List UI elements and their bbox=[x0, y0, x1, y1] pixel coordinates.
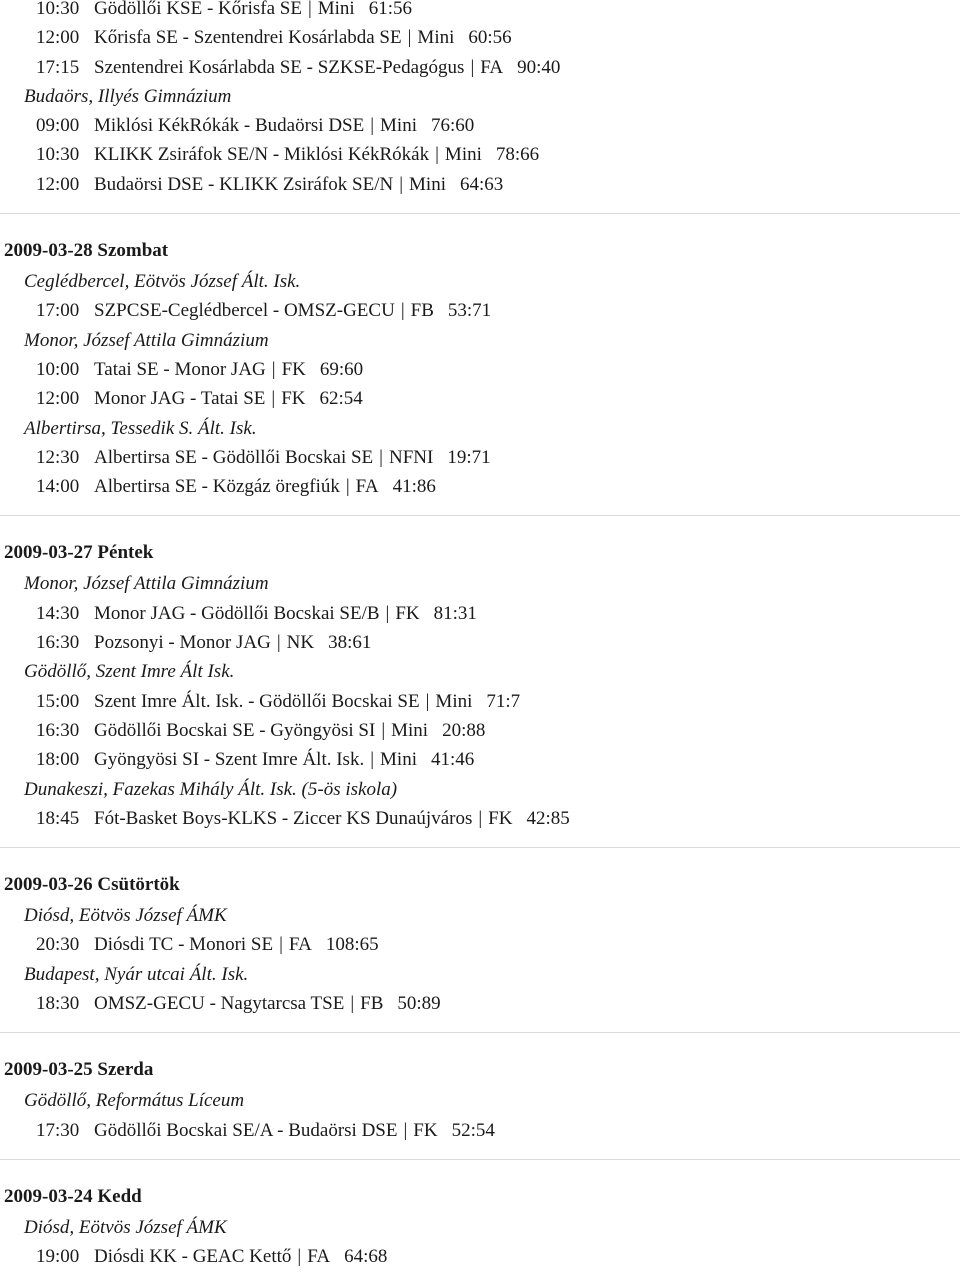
game-category: Mini bbox=[391, 719, 429, 741]
game-match: Diósdi KK - GEAC Kettő bbox=[94, 1246, 292, 1268]
game-time: 12:00 bbox=[36, 388, 80, 410]
game-category: Mini bbox=[435, 690, 473, 712]
game-row bbox=[0, 355, 960, 384]
divider bbox=[0, 1159, 960, 1160]
game-score: 38:61 bbox=[328, 632, 372, 654]
game-score: 52:54 bbox=[451, 1119, 495, 1141]
game-match: Fót-Basket Boys-KLKS - Ziccer KS Dunaújváros bbox=[94, 807, 473, 829]
game-score: 90:40 bbox=[517, 56, 561, 78]
venue-name: Gödöllő, Szent Imre Ált Isk. bbox=[24, 661, 235, 683]
game-match: Albertirsa SE - Gödöllői Bocskai SE bbox=[94, 446, 374, 468]
game-category: FA bbox=[355, 476, 379, 498]
divider bbox=[0, 213, 960, 214]
venue-name: Dunakeszi, Fazekas Mihály Ált. Isk. (5-ös iskola) bbox=[24, 778, 398, 800]
game-time: 14:30 bbox=[36, 602, 80, 624]
game-match: Monor JAG - Gödöllői Bocskai SE/B bbox=[94, 602, 380, 624]
separator: | bbox=[403, 1119, 408, 1141]
game-row bbox=[0, 716, 960, 745]
game-match: Diósdi TC - Monori SE bbox=[94, 934, 274, 956]
game-category: FK bbox=[281, 388, 306, 410]
game-row bbox=[0, 170, 960, 199]
game-score: 53:71 bbox=[447, 300, 492, 322]
game-time: 12:00 bbox=[36, 27, 80, 49]
game-category: Mini bbox=[380, 115, 417, 137]
separator: | bbox=[276, 632, 281, 654]
game-score: 64:63 bbox=[459, 173, 504, 195]
game-time: 10:00 bbox=[36, 358, 80, 380]
date-header: 2009-03-28 Szombat bbox=[4, 240, 169, 262]
game-score: 71:7 bbox=[486, 690, 521, 712]
day-section bbox=[0, 213, 960, 501]
game-row bbox=[0, 989, 960, 1018]
separator: | bbox=[370, 115, 375, 137]
game-row bbox=[0, 687, 960, 716]
game-category: Mini bbox=[317, 0, 355, 19]
day-section bbox=[0, 1159, 960, 1272]
game-time: 12:00 bbox=[36, 173, 80, 195]
game-row bbox=[0, 599, 960, 628]
divider bbox=[0, 847, 960, 848]
game-row bbox=[0, 745, 960, 774]
game-score: 108:65 bbox=[325, 934, 379, 956]
game-category: Mini bbox=[380, 749, 417, 771]
divider bbox=[0, 1032, 960, 1033]
game-row bbox=[0, 111, 960, 140]
separator: | bbox=[407, 27, 412, 49]
game-match: Budaörsi DSE - KLIKK Zsiráfok SE/N bbox=[94, 173, 394, 195]
separator: | bbox=[385, 602, 390, 624]
game-time: 17:15 bbox=[36, 56, 80, 78]
game-category: FK bbox=[395, 602, 420, 624]
game-category: FK bbox=[281, 358, 306, 380]
game-time: 17:00 bbox=[36, 300, 80, 322]
game-time: 16:30 bbox=[36, 719, 80, 741]
game-score: 60:56 bbox=[468, 27, 512, 49]
game-time: 10:30 bbox=[36, 0, 80, 19]
venue-name: Budaörs, Illyés Gimnázium bbox=[24, 85, 232, 107]
separator: | bbox=[345, 476, 350, 498]
separator: | bbox=[297, 1246, 302, 1268]
game-row bbox=[0, 296, 960, 325]
game-score: 76:60 bbox=[430, 115, 475, 137]
game-time: 20:30 bbox=[36, 934, 80, 956]
game-time: 12:30 bbox=[36, 446, 80, 468]
separator: | bbox=[470, 56, 475, 78]
game-time: 16:30 bbox=[36, 632, 80, 654]
venue-name: Budapest, Nyár utcai Ált. Isk. bbox=[24, 963, 249, 985]
separator: | bbox=[379, 446, 383, 468]
game-time: 18:00 bbox=[36, 749, 80, 771]
game-match: Albertirsa SE - Közgáz öregfiúk bbox=[94, 476, 340, 498]
game-match: Kőrisfa SE - Szentendrei Kosárlabda SE bbox=[94, 27, 402, 49]
game-score: 19:71 bbox=[447, 446, 491, 468]
venue-name: Diósd, Eötvös József ÁMK bbox=[24, 905, 227, 927]
game-category: Mini bbox=[417, 27, 455, 49]
game-score: 50:89 bbox=[397, 993, 441, 1015]
game-match: Gödöllői Bocskai SE - Gyöngyösi SI bbox=[94, 719, 376, 741]
game-match: OMSZ-GECU - Nagytarcsa TSE bbox=[94, 993, 345, 1015]
separator: | bbox=[435, 144, 439, 166]
separator: | bbox=[478, 807, 483, 829]
game-category: FB bbox=[360, 993, 384, 1015]
game-score: 41:86 bbox=[392, 476, 436, 498]
game-row bbox=[0, 53, 960, 82]
separator: | bbox=[370, 749, 375, 771]
separator: | bbox=[400, 300, 405, 322]
game-category: NK bbox=[286, 632, 315, 654]
game-time: 10:30 bbox=[36, 144, 80, 166]
game-row bbox=[0, 1242, 960, 1271]
separator: | bbox=[279, 934, 283, 956]
game-match: Szentendrei Kosárlabda SE - SZKSE-Pedagógus bbox=[94, 56, 465, 78]
game-match: Tatai SE - Monor JAG bbox=[94, 358, 266, 380]
separator: | bbox=[381, 719, 386, 741]
day-section bbox=[0, 515, 960, 833]
game-time: 15:00 bbox=[36, 690, 80, 712]
game-category: Mini bbox=[409, 173, 446, 195]
day-section bbox=[0, 847, 960, 1018]
separator: | bbox=[350, 993, 355, 1015]
game-category: Mini bbox=[444, 144, 482, 166]
game-score: 42:85 bbox=[526, 807, 570, 829]
game-match: Monor JAG - Tatai SE bbox=[94, 388, 266, 410]
game-row bbox=[0, 628, 960, 657]
game-match: Gödöllői KSE - Kőrisfa SE bbox=[94, 0, 302, 19]
day-section bbox=[0, 0, 960, 199]
date-header: 2009-03-25 Szerda bbox=[4, 1059, 154, 1081]
game-row bbox=[0, 384, 960, 413]
game-category: NFNI bbox=[388, 446, 434, 468]
game-match: Gyöngyösi SI - Szent Imre Ált. Isk. bbox=[94, 749, 365, 771]
game-category: FK bbox=[488, 807, 513, 829]
game-row bbox=[0, 472, 960, 501]
game-time: 18:30 bbox=[36, 993, 80, 1015]
game-score: 62:54 bbox=[319, 388, 363, 410]
game-score: 64:68 bbox=[344, 1246, 388, 1268]
game-time: 17:30 bbox=[36, 1119, 80, 1141]
game-score: 20:88 bbox=[442, 719, 486, 741]
game-match: Pozsonyi - Monor JAG bbox=[94, 632, 271, 654]
game-match: Szent Imre Ált. Isk. - Gödöllői Bocskai SE bbox=[94, 690, 420, 712]
separator: | bbox=[271, 388, 276, 410]
venue-name: Monor, József Attila Gimnázium bbox=[24, 329, 269, 351]
separator: | bbox=[399, 173, 404, 195]
game-score: 78:66 bbox=[495, 144, 540, 166]
date-header: 2009-03-24 Kedd bbox=[4, 1185, 142, 1207]
game-category: FA bbox=[307, 1246, 331, 1268]
game-score: 81:31 bbox=[433, 602, 477, 624]
game-match: KLIKK Zsiráfok SE/N - Miklósi KékRókák bbox=[94, 144, 430, 166]
game-time: 19:00 bbox=[36, 1246, 80, 1268]
game-match: SZPCSE-Ceglédbercel - OMSZ-GECU bbox=[94, 300, 395, 322]
game-time: 14:00 bbox=[36, 476, 80, 498]
game-time: 09:00 bbox=[36, 115, 80, 137]
game-score: 41:46 bbox=[430, 749, 475, 771]
venue-name: Albertirsa, Tessedik S. Ált. Isk. bbox=[24, 417, 257, 439]
game-match: Miklósi KékRókák - Budaörsi DSE bbox=[94, 115, 365, 137]
game-category: FA bbox=[288, 934, 312, 956]
game-score: 69:60 bbox=[319, 358, 364, 380]
game-row bbox=[0, 23, 960, 52]
game-match: Gödöllői Bocskai SE/A - Budaörsi DSE bbox=[94, 1119, 398, 1141]
game-category: FA bbox=[480, 56, 504, 78]
day-section bbox=[0, 1032, 960, 1145]
date-header: 2009-03-27 Péntek bbox=[4, 542, 154, 564]
venue-name: Ceglédbercel, Eötvös József Ált. Isk. bbox=[24, 271, 301, 293]
separator: | bbox=[307, 0, 312, 19]
game-score: 61:56 bbox=[368, 0, 412, 19]
separator: | bbox=[425, 690, 430, 712]
divider bbox=[0, 515, 960, 516]
game-row bbox=[0, 804, 960, 833]
venue-name: Diósd, Eötvös József ÁMK bbox=[24, 1216, 227, 1238]
game-row bbox=[0, 930, 960, 959]
venue-name: Monor, József Attila Gimnázium bbox=[24, 573, 269, 595]
game-row bbox=[0, 443, 960, 472]
game-row bbox=[0, 140, 960, 169]
game-category: FB bbox=[410, 300, 434, 322]
game-row bbox=[0, 0, 960, 23]
separator: | bbox=[271, 358, 276, 380]
date-header: 2009-03-26 Csütörtök bbox=[4, 874, 180, 896]
game-row bbox=[0, 1116, 960, 1145]
venue-name: Gödöllő, Református Líceum bbox=[24, 1090, 245, 1112]
game-time: 18:45 bbox=[36, 807, 80, 829]
game-category: FK bbox=[413, 1119, 438, 1141]
